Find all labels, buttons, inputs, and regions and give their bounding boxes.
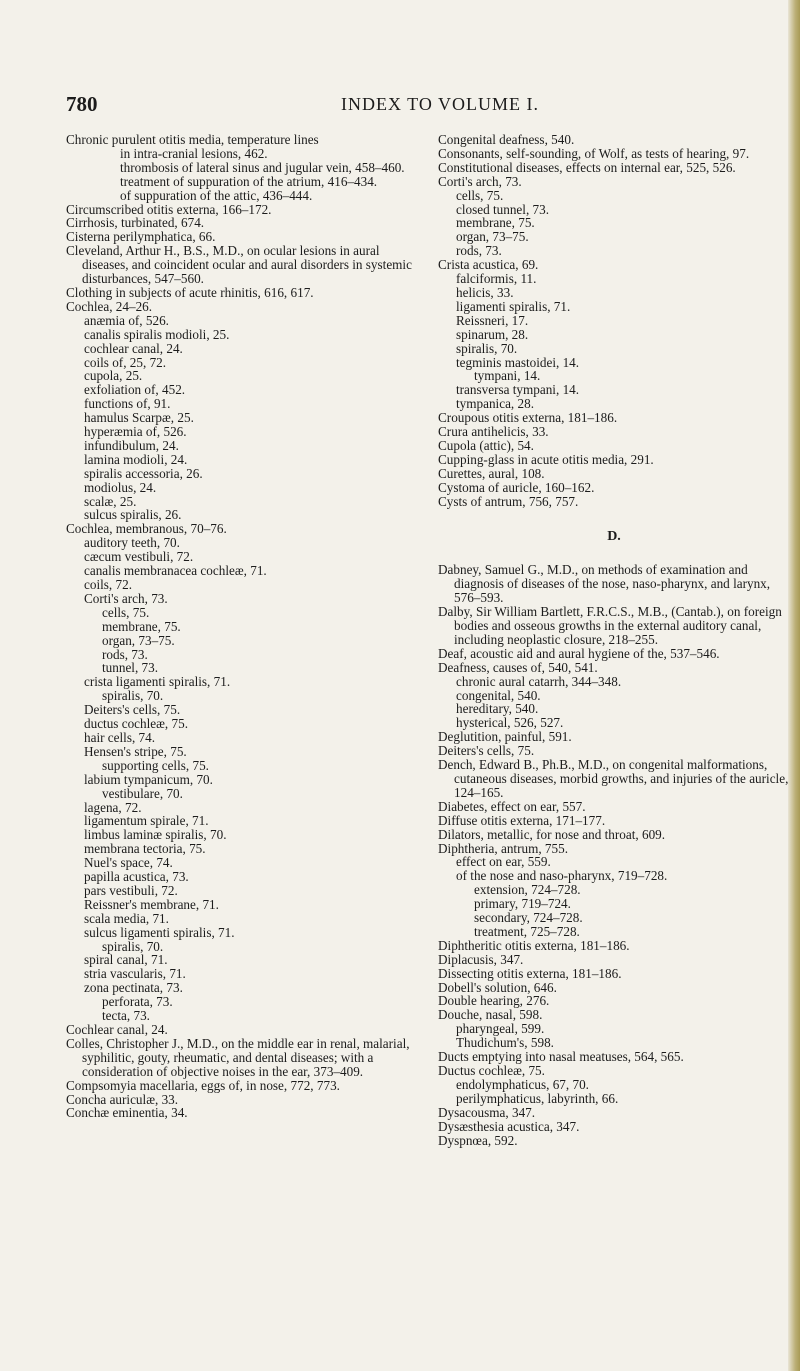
index-entry: Conchæ eminentia, 34. (66, 1105, 188, 1121)
index-subentry: membrane, 75. (456, 215, 535, 231)
index-subentry: supporting cells, 75. (102, 757, 209, 773)
index-entry: Diffuse otitis externa, 171–177. (438, 812, 606, 828)
index-subentry: treatment, 725–728. (474, 923, 580, 939)
index-entry: Crista acustica, 69. (438, 257, 539, 273)
index-entry: Diabetes, effect on ear, 557. (438, 798, 586, 814)
index-subentry: zona pectinata, 73. (84, 980, 183, 996)
index-entry: Deaf, acoustic aid and aural hygiene of the, 537–546. (438, 645, 720, 661)
index-subentry: functions of, 91. (84, 396, 171, 412)
index-entry: Cirrhosis, turbinated, 674. (66, 215, 205, 231)
index-entry: Cupping-glass in acute otitis media, 291. (438, 451, 654, 467)
index-subentry: cells, 75. (456, 187, 504, 203)
index-subentry: labium tympanicum, 70. (84, 771, 213, 787)
index-subentry: membrana tectoria, 75. (84, 841, 206, 857)
index-subentry: falciformis, 11. (456, 271, 537, 287)
index-entry: Compsomyia macellaria, eggs of, in nose, 772, 773. (66, 1077, 340, 1093)
index-entry: Ducts emptying into nasal meatuses, 564, 565. (438, 1049, 684, 1065)
index-subentry: Deiters's cells, 75. (84, 702, 181, 718)
index-subentry: Reissner's membrane, 71. (84, 896, 219, 912)
index-entry: Dysæsthesia acustica, 347. (438, 1118, 580, 1134)
index-entry: Circumscribed otitis externa, 166–172. (66, 201, 272, 217)
index-subentry: hair cells, 74. (84, 729, 156, 745)
index-entry: Croupous otitis externa, 181–186. (438, 410, 618, 426)
index-subentry: of suppuration of the attic, 436–444. (120, 187, 313, 203)
running-head: INDEX TO VOLUME I. (341, 94, 539, 114)
index-entry: Diphtheritic otitis externa, 181–186. (438, 937, 630, 953)
index-subentry: Nuel's space, 74. (84, 855, 173, 871)
index-subentry: sulcus spiralis, 26. (84, 507, 182, 523)
index-subentry: organ, 73–75. (456, 229, 529, 245)
index-subentry: transversa tympani, 14. (456, 382, 580, 398)
index-subentry: treatment of suppuration of the atrium, 416–434. (120, 173, 378, 189)
index-entry: Douche, nasal, 598. (438, 1007, 543, 1023)
index-entry: Congenital deafness, 540. (438, 132, 575, 147)
index-subentry: helicis, 33. (456, 284, 514, 300)
index-subentry: hysterical, 526, 527. (456, 715, 564, 731)
index-entry: Concha auriculæ, 33. (66, 1091, 179, 1107)
index-subentry: tympanica, 28. (456, 396, 535, 412)
index-entry: Cleveland, Arthur H., B.S., M.D., on ocular lesions in aural diseases, and coincident ocular and aural disorders in systemic disturbances, 547–560. (66, 243, 412, 287)
index-subentry: coils, 72. (84, 577, 132, 592)
index-subentry: cochlear canal, 24. (84, 340, 183, 356)
index-subentry: perilymphaticus, labyrinth, 66. (456, 1090, 619, 1106)
index-subentry: tecta, 73. (102, 1008, 150, 1024)
page-number: 780 (66, 92, 98, 116)
index-subentry: extension, 724–728. (474, 882, 581, 898)
index-subentry: hamulus Scarpæ, 25. (84, 410, 194, 426)
index-subentry: Hensen's stripe, 75. (84, 743, 187, 759)
index-subentry: lamina modioli, 24. (84, 451, 188, 467)
index-entry: Constitutional diseases, effects on internal ear, 525, 526. (438, 159, 736, 175)
index-entry: Curettes, aural, 108. (438, 465, 545, 481)
index-subentry: infundibulum, 24. (84, 437, 179, 453)
index-entry: Cysts of antrum, 756, 757. (438, 493, 579, 509)
index-subentry: cæcum vestibuli, 72. (84, 549, 194, 565)
index-subentry: effect on ear, 559. (456, 854, 551, 870)
index-subentry: ligamentum spirale, 71. (84, 813, 209, 829)
index-entry: Colles, Christopher J., M.D., on the middle ear in renal, malarial, syphilitic, gouty, rheumatic, and dental diseases; with a consideration of objective noises in the ear, 373–409. (66, 1035, 410, 1079)
index-entry: Dobell's solution, 646. (438, 979, 557, 995)
section-letter: D. (607, 529, 621, 545)
index-subentry: canalis membranacea cochleæ, 71. (84, 563, 267, 579)
index-entry: Cystoma of auricle, 160–162. (438, 479, 595, 495)
index-entry: Dyspnœa, 592. (438, 1132, 518, 1148)
index-section-c (438, 133, 790, 508)
index-subentry: tympani, 14. (474, 368, 541, 384)
index-entry: Double hearing, 276. (438, 993, 550, 1009)
index-subentry: perforata, 73. (102, 994, 173, 1010)
index-subentry: ligamenti spiralis, 71. (456, 298, 571, 314)
index-subentry: spinarum, 28. (456, 326, 529, 342)
index-subentry: closed tunnel, 73. (456, 201, 550, 217)
index-subentry: spiralis, 70. (102, 938, 164, 954)
index-subentry: pars vestibuli, 72. (84, 882, 178, 898)
index-subentry: exfoliation of, 452. (84, 382, 186, 398)
index-subentry: anæmia of, 526. (84, 312, 169, 328)
index-entry: Cochlea, 24–26. (66, 298, 153, 314)
index-subentry: spiral canal, 71. (84, 952, 168, 968)
index-entry: Clothing in subjects of acute rhinitis, 616, 617. (66, 284, 314, 300)
index-entry: Deiters's cells, 75. (438, 743, 535, 759)
index-subentry: tegminis mastoidei, 14. (456, 354, 580, 370)
index-entry: Dilators, metallic, for nose and throat, 609. (438, 826, 666, 842)
index-entry: Deafness, causes of, 540, 541. (438, 659, 598, 675)
index-section-d (438, 563, 790, 1147)
index-subentry: sulcus ligamenti spiralis, 71. (84, 924, 235, 940)
page-header (0, 92, 800, 118)
index-subentry: congenital, 540. (456, 687, 541, 703)
index-subentry: hyperæmia of, 526. (84, 424, 187, 440)
index-entry: Dench, Edward B., Ph.B., M.D., on congenital malformations, cutaneous diseases, morbid growths, and injuries of the auricle, 124–165. (438, 757, 789, 800)
index-subentry: thrombosis of lateral sinus and jugular vein, 458–460. (120, 159, 405, 175)
index-subentry: primary, 719–724. (474, 896, 571, 912)
index-subentry: hereditary, 540. (456, 701, 539, 717)
index-subentry: cells, 75. (102, 604, 150, 620)
index-subentry: in intra-cranial lesions, 462. (120, 145, 268, 161)
index-subentry: endolymphaticus, 67, 70. (456, 1076, 589, 1092)
index-entry: Deglutition, painful, 591. (438, 729, 572, 745)
index-subentry: pharyngeal, 599. (456, 1021, 545, 1037)
index-subentry: scalæ, 25. (84, 493, 137, 509)
index-entry: Diplacusis, 347. (438, 951, 524, 967)
index-subentry: lagena, 72. (84, 799, 142, 815)
index-subentry: Reissneri, 17. (456, 312, 529, 328)
index-subentry: membrane, 75. (102, 618, 181, 634)
index-subentry: coils of, 25, 72. (84, 354, 167, 370)
index-entry: Ductus cochleæ, 75. (438, 1063, 545, 1078)
index-entry: Dissecting otitis externa, 181–186. (438, 965, 622, 981)
index-subentry: of the nose and naso-pharynx, 719–728. (456, 868, 668, 884)
index-entry: Corti's arch, 73. (438, 173, 522, 189)
index-entry: Consonants, self-sounding, of Wolf, as tests of hearing, 97. (438, 145, 750, 161)
index-subentry: secondary, 724–728. (474, 910, 583, 926)
index-subentry: cupola, 25. (84, 368, 143, 384)
index-subentry: limbus laminæ spiralis, 70. (84, 827, 227, 843)
index-subentry: stria vascularis, 71. (84, 966, 186, 982)
index-subentry: rods, 73. (456, 243, 502, 259)
index-entry: Cisterna perilymphatica, 66. (66, 229, 216, 245)
index-subentry: scala media, 71. (84, 910, 169, 926)
index-entry: Cochlea, membranous, 70–76. (66, 521, 227, 537)
index-subentry: modiolus, 24. (84, 479, 157, 495)
index-entry: Diphtheria, antrum, 755. (438, 840, 569, 856)
index-subentry: auditory teeth, 70. (84, 535, 180, 551)
index-entry: Chronic purulent otitis media, temperature lines (66, 132, 319, 147)
index-subentry: papilla acustica, 73. (84, 869, 189, 885)
index-column-left (66, 133, 424, 1120)
index-entry: Dysacousma, 347. (438, 1104, 536, 1120)
index-column-right (438, 133, 790, 1147)
index-entry: Cupola (attic), 54. (438, 437, 534, 453)
index-subentry: tunnel, 73. (102, 660, 159, 676)
index-entry: Dalby, Sir William Bartlett, F.R.C.S., M.B., (Cantab.), on foreign bodies and osseous growths in the external auditory canal, including neoplastic closure, 218–255. (438, 604, 782, 647)
index-subentry: rods, 73. (102, 646, 148, 662)
index-subentry: organ, 73–75. (102, 632, 175, 648)
index-subentry: canalis spiralis modioli, 25. (84, 326, 230, 342)
index-subentry: chronic aural catarrh, 344–348. (456, 673, 622, 689)
index-subentry: vestibulare, 70. (102, 785, 183, 801)
index-subentry: spiralis, 70. (102, 688, 164, 704)
index-subentry: spiralis, 70. (456, 340, 518, 356)
index-subentry: spiralis accessoria, 26. (84, 465, 203, 481)
index-subentry: ductus cochleæ, 75. (84, 716, 189, 732)
index-entry: Cochlear canal, 24. (66, 1022, 168, 1037)
index-entry: Crura antihelicis, 33. (438, 424, 549, 440)
index-subentry: Thudichum's, 598. (456, 1035, 554, 1051)
index-entry: Dabney, Samuel G., M.D., on methods of examination and diagnosis of diseases of the nose, naso-pharynx, and larynx, 576–593. (438, 562, 771, 606)
index-subentry: Corti's arch, 73. (84, 590, 168, 606)
index-subentry: crista ligamenti spiralis, 71. (84, 674, 231, 690)
